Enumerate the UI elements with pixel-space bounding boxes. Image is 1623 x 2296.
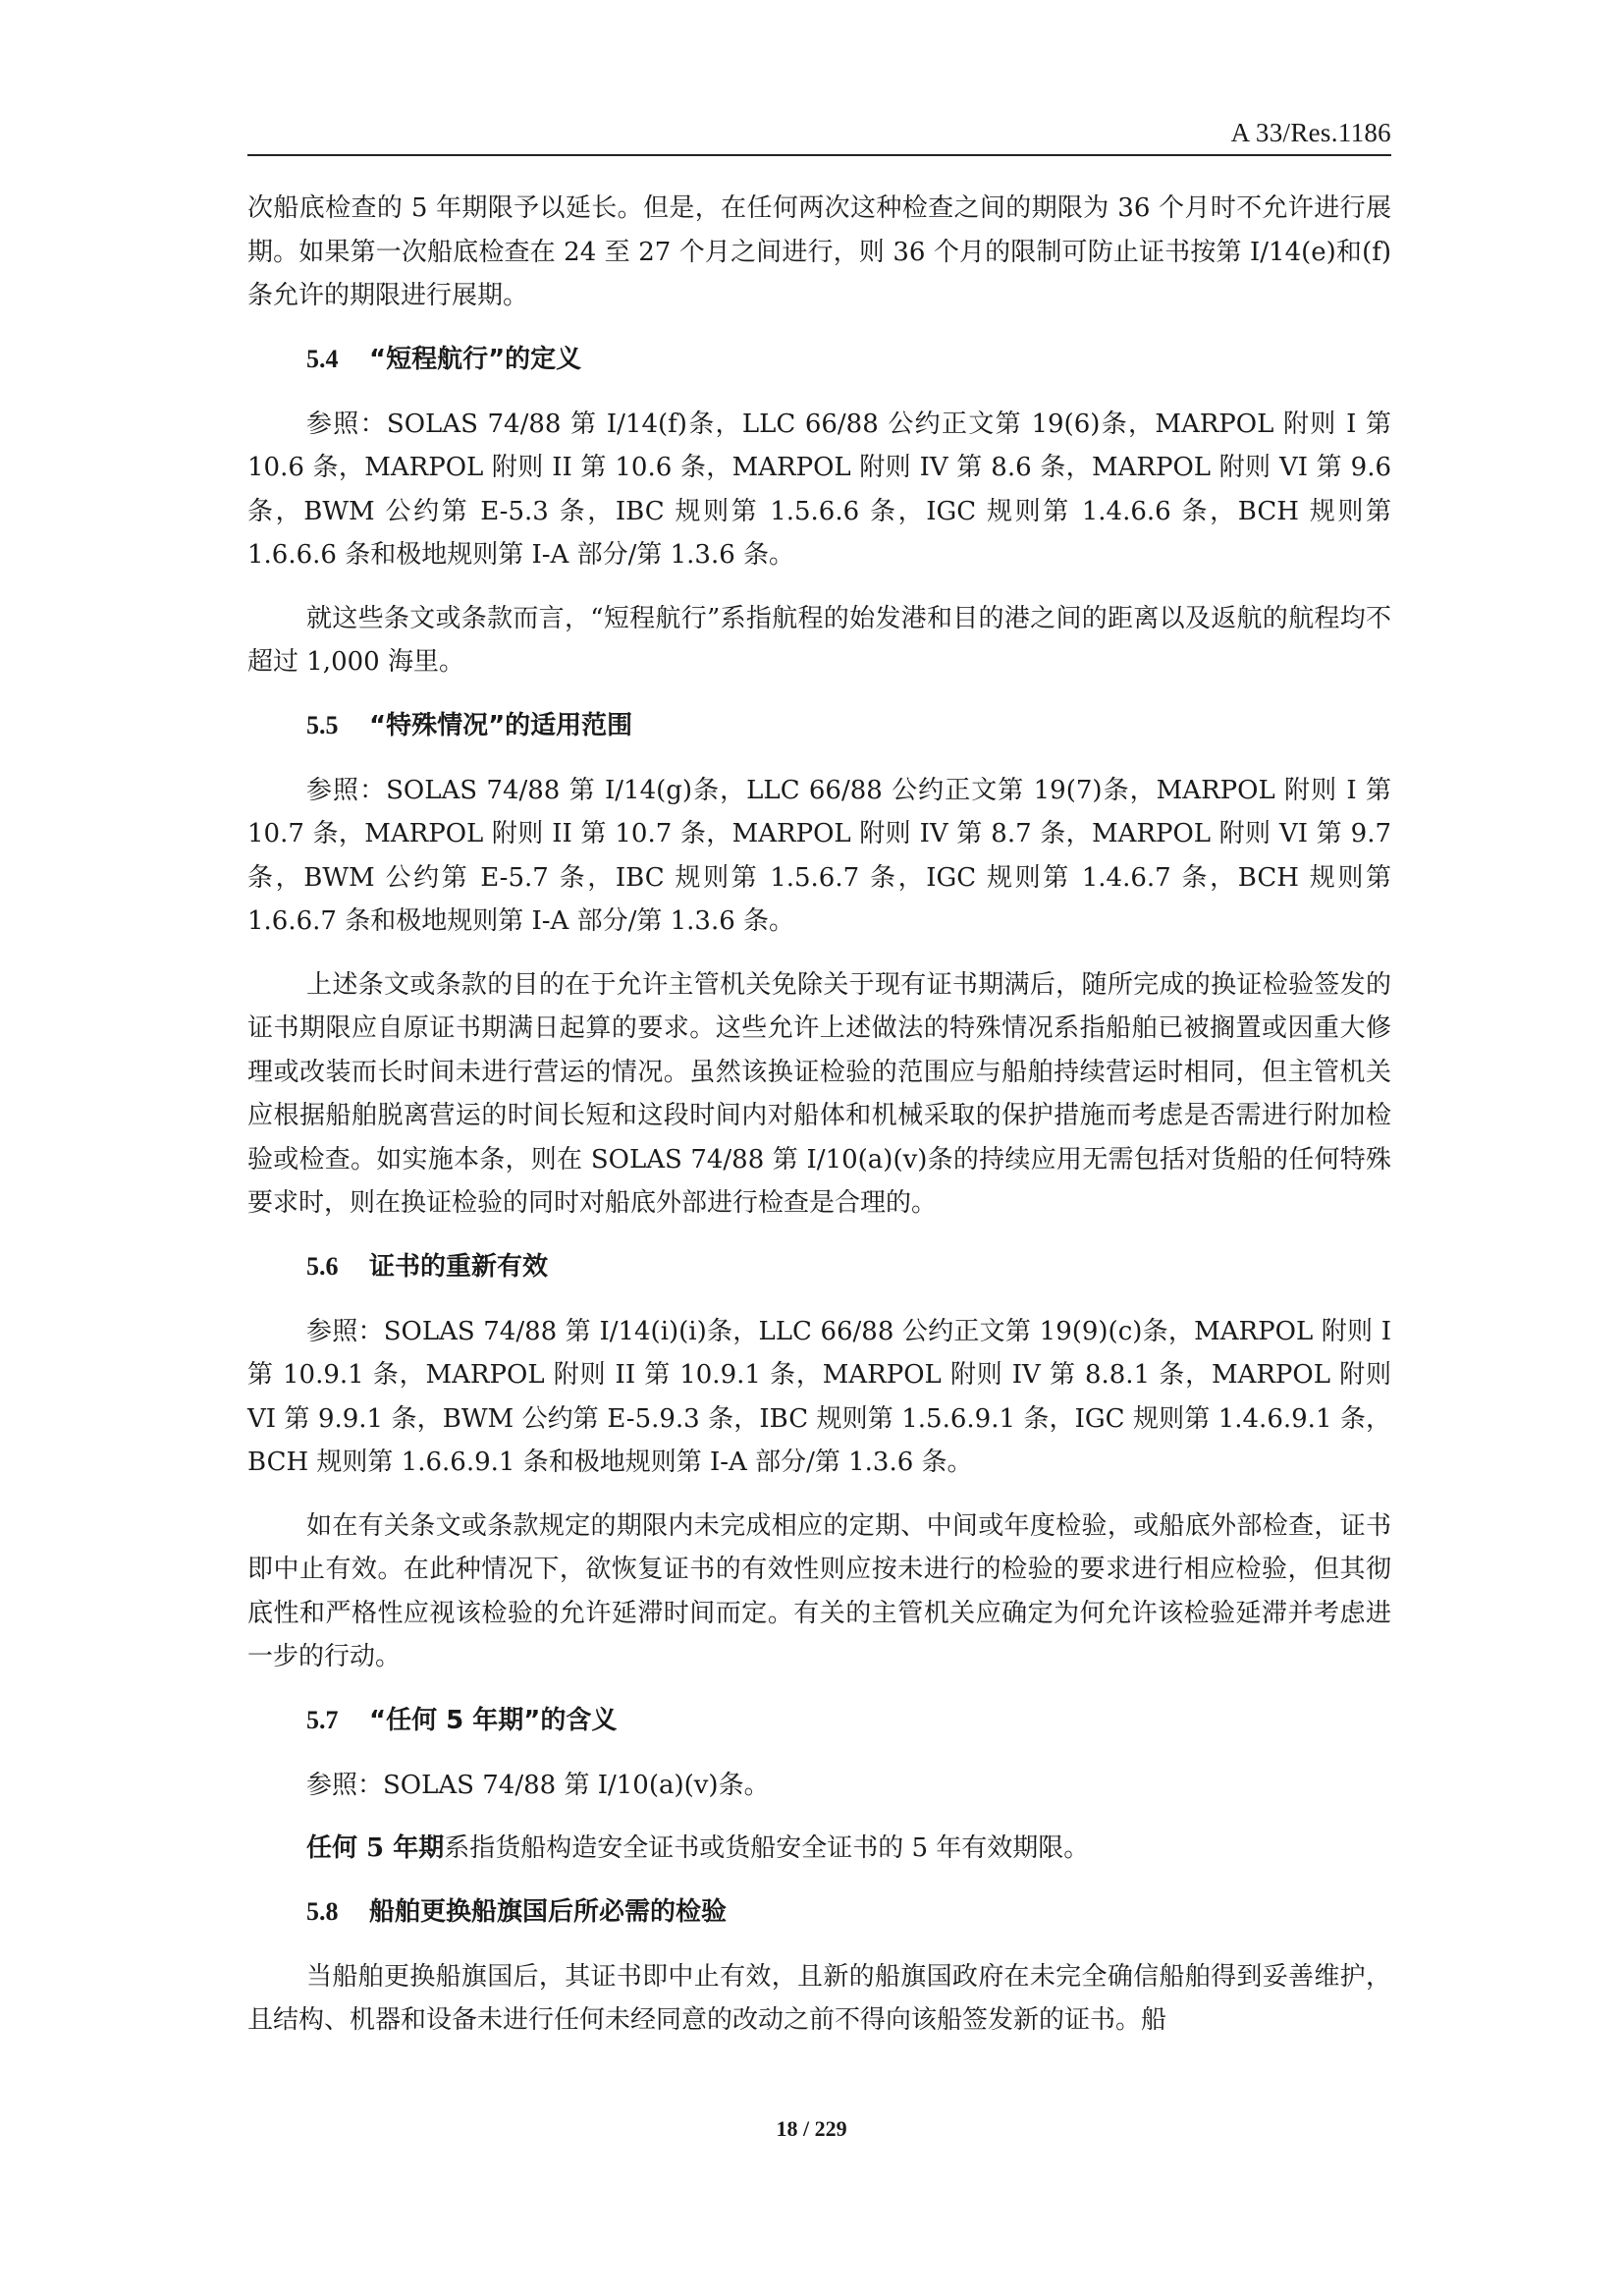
section-title: “特殊情况”的适用范围 [369, 710, 633, 740]
section-number: 5.8 [306, 1896, 339, 1926]
section-heading-5-6 [247, 1245, 1391, 1288]
reference-paragraph-5-5: 参照：SOLAS 74/88 第 I/14(g)条，LLC 66/88 公约正文第 19(7)条，MARPOL 附则 I 第 10.7 条，MARPOL 附则 II 第 10.7 条，MARPOL 附则 IV 第 8.7 条，MARPOL 附则 VI 第 9.7 条，BWM 公约第 E-5.7 条，IBC 规则第 1.5.6.7 条，IGC 规则第 1.4.6.7 条，BCH 规则第 1.6.6.7 条和极地规则第 I-A 部分/第 1.3.6 条。 [247, 775, 1391, 936]
section-title: “短程航行”的定义 [369, 344, 582, 374]
section-number: 5.4 [306, 344, 339, 373]
header-rule [247, 154, 1391, 156]
document-body [247, 187, 1391, 2062]
defined-term: 任何 5 年期 [306, 1833, 445, 1863]
section-title: 证书的重新有效 [369, 1251, 549, 1282]
page-total: 229 [814, 2116, 847, 2141]
section-title: “任何 5 年期”的含义 [369, 1705, 618, 1735]
definition-text: 系指货船构造安全证书或货船安全证书的 5 年有效期限。 [444, 1833, 1090, 1863]
paragraph-5-6-revalidation: 如在有关条文或条款规定的期限内未完成相应的定期、中间或年度检验，或船底外部检查，证书即中止有效。在此种情况下，欲恢复证书的有效性则应按未进行的检验的要求进行相应检验，但其彻底性和严格性应视该检验的允许延滞时间而定。有关的主管机关应确定为何允许该检验延滞并考虑进一步的行动。 [247, 1510, 1391, 1671]
page-separator: / [797, 2116, 815, 2141]
section-heading-5-8 [247, 1890, 1391, 1934]
paragraph-5-5-purpose: 上述条文或条款的目的在于允许主管机关免除关于现有证书期满后，随所完成的换证检验签发的证书期限应自原证书期满日起算的要求。这些允许上述做法的特殊情况系指船舶已被搁置或因重大修理或改装而长时间未进行营运的情况。虽然该换证检验的范围应与船舶持续营运时相同，但主管机关应根据船舶脱离营运的时间长短和这段时间内对船体和机械采取的保护措施而考虑是否需进行附加检验或检查。如实施本条，则在 SOLAS 74/88 第 I/10(a)(v)条的持续应用无需包括对货船的任何特殊要求时，则在换证检验的同时对船底外部进行检查是合理的。 [247, 969, 1391, 1218]
paragraph-5-7-meaning [247, 1827, 1391, 1871]
section-number: 5.7 [306, 1705, 339, 1734]
reference-paragraph-5-6: 参照：SOLAS 74/88 第 I/14(i)(i)条，LLC 66/88 公约正文第 19(9)(c)条，MARPOL 附则 I 第 10.9.1 条，MARPOL 附则 II 第 10.9.1 条，MARPOL 附则 IV 第 8.8.1 条，MARPOL 附则 VI 第 9.9.1 条，BWM 公约第 E-5.9.3 条，IBC 规则第 1.5.6.9.1 条，IGC 规则第 1.4.6.9.1 条，BCH 规则第 1.6.6.9.1 条和极地规则第 I-A 部分/第 1.3.6 条。 [247, 1316, 1391, 1477]
paragraph-5-4-definition: 就这些条文或条款而言，“短程航行”系指航程的始发港和目的港之间的距离以及返航的航程均不超过 1,000 海里。 [247, 603, 1391, 677]
section-number: 5.5 [306, 710, 339, 739]
section-heading-5-7 [247, 1699, 1391, 1742]
page-current: 18 [776, 2116, 798, 2141]
reference-paragraph-5-7: 参照：SOLAS 74/88 第 I/10(a)(v)条。 [306, 1770, 770, 1800]
page-number [0, 2116, 1623, 2142]
section-heading-5-5 [247, 704, 1391, 747]
paragraph-5-8-flag-change: 当船舶更换船旗国后，其证书即中止有效，且新的船旗国政府在未完全确信船舶得到妥善维护，且结构、机器和设备未进行任何未经同意的改动之前不得向该船签发新的证书。船 [247, 1961, 1391, 2035]
section-title: 船舶更换船旗国后所必需的检验 [369, 1896, 728, 1927]
document-code: A 33/Res.1186 [1230, 118, 1391, 147]
section-heading-5-4 [247, 338, 1391, 381]
reference-paragraph-5-4: 参照：SOLAS 74/88 第 I/14(f)条，LLC 66/88 公约正文第 19(6)条，MARPOL 附则 I 第 10.6 条，MARPOL 附则 II 第 10.6 条，MARPOL 附则 IV 第 8.6 条，MARPOL 附则 VI 第 9.6 条，BWM 公约第 E-5.3 条，IBC 规则第 1.5.6.6 条，IGC 规则第 1.4.6.6 条，BCH 规则第 1.6.6.6 条和极地规则第 I-A 部分/第 1.3.6 条。 [247, 409, 1391, 570]
paragraph-intro: 次船底检查的 5 年期限予以延长。但是，在任何两次这种检查之间的期限为 36 个月时不允许进行展期。如果第一次船底检查在 24 至 27 个月之间进行，则 36 个月的限制可防止证书按第 I/14(e)和(f)条允许的期限进行展期。 [247, 193, 1391, 310]
section-number: 5.6 [306, 1251, 339, 1281]
